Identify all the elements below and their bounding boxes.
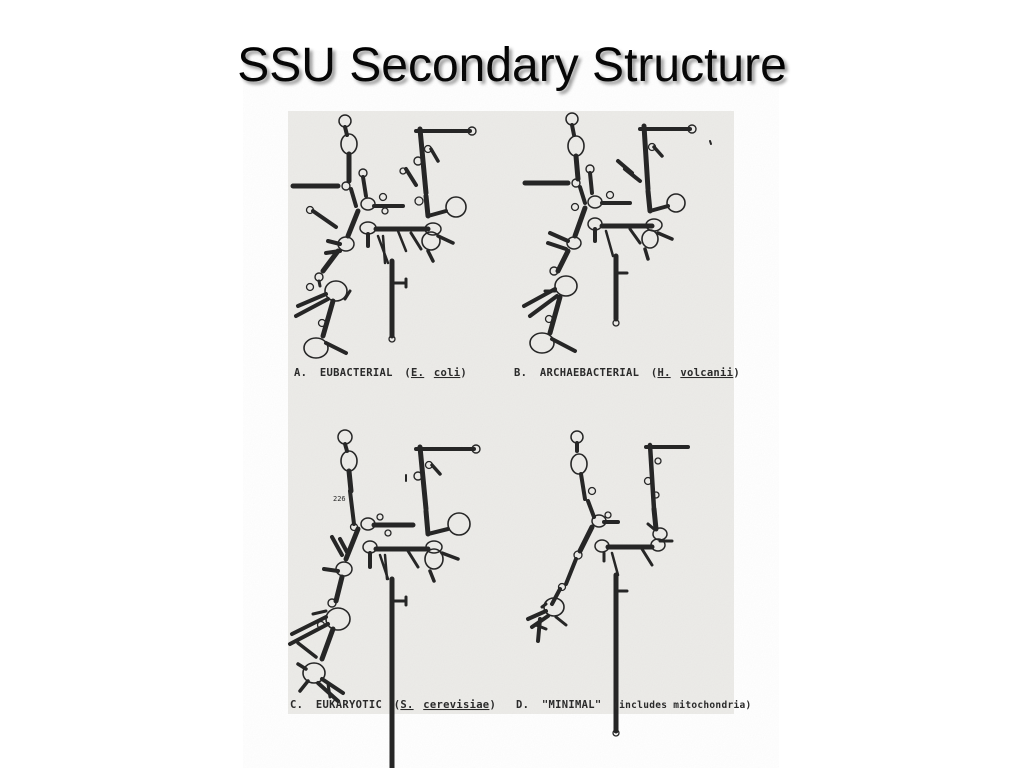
panel-a-species: coli (433, 367, 461, 379)
panel-b-genus: H. (657, 367, 671, 379)
panel-b-species: volcanii (680, 367, 734, 379)
panel-c-species: cerevisiae (423, 699, 490, 711)
panel-d-caption (516, 699, 752, 711)
panel-d-note: (includes mitochondria) (613, 700, 752, 711)
panel-b-caption: B. ARCHAEBACTERIAL (H. volcanii) (514, 367, 740, 379)
panel-a-letter: A. (294, 367, 308, 379)
panel-b-letter: B. (514, 367, 528, 379)
slide-title: SSU Secondary Structure (237, 39, 787, 92)
rrna-structure-figure (288, 111, 752, 714)
panel-c-letter: C. (290, 699, 304, 711)
panel-d-letter: D. (516, 699, 530, 711)
panel-b-label: ARCHAEBACTERIAL (539, 367, 640, 379)
panel-c-label: EUKARYOTIC (315, 699, 383, 711)
panel-c-genus: S. (400, 699, 414, 711)
panel-d-label: "MINIMAL" (541, 699, 602, 711)
panel-a-genus: E. (410, 367, 425, 379)
panel-a-caption: A. EUBACTERIAL (E. coli) (294, 367, 467, 379)
position-marker-226: 226 (333, 495, 346, 503)
panel-c-caption: C. EUKARYOTIC (S. cerevisiae) (290, 699, 497, 711)
panel-a-label: EUBACTERIAL (319, 367, 393, 379)
